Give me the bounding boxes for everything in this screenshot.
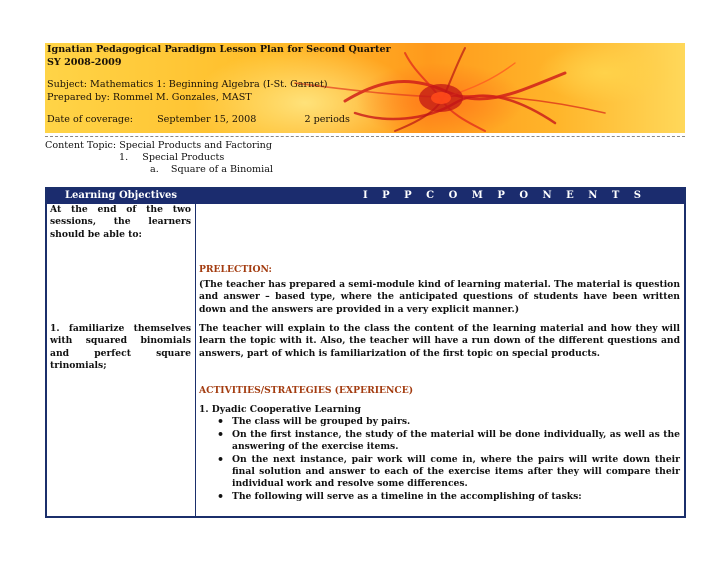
prelection-heading [199,264,680,276]
coverage-line [47,114,391,127]
lesson-table [45,187,686,518]
coverage-date: September 15, 2008 [157,114,257,125]
objective-1: 1. familiarize themselves with squared binomials and perfect square trinomials; [50,323,191,372]
explanation-text: The teacher will explain to the class the content of the learning material and how they will learn the topic with it. Also, the teacher will have a run down of the different questions and answers, part of which is familiarization of the first topic on special products. [199,323,680,359]
banner-text [47,44,391,127]
prelection-heading-text: PRELECTION: [199,264,272,275]
activities-heading [199,385,680,397]
coverage-label: Date of coverage: [47,114,133,125]
table-header-row [47,189,684,204]
objectives-intro: At the end of the two sessions, the learners should be able to: [50,204,191,240]
subject-line: Subject: Mathematics 1: Beginning Algebra (I-St. Garnet) [47,79,328,90]
topic-item-1 [45,152,273,164]
school-year: SY 2008-2009 [47,56,122,68]
list-item: • On the next instance, pair work will come in, where the pairs will write down their final solution and answer to each of the exercise items after they will compare their individual work and resolve some differences. [199,454,680,491]
topic-item-2-letter: a. [150,164,159,175]
prepared-by-line: Prepared by: Rommel M. Gonzales, MAST [47,91,252,103]
header-banner [45,43,685,133]
list-item: • The class will be grouped by pairs. [199,416,680,428]
content-topic-block [45,140,273,176]
prelection-text: (The teacher has prepared a semi-module kind of learning material. The material is question and answer – based type, where the anticipated questions of students have been written down and the answers are provided in a very explicit manner.) [199,279,680,315]
topic-item-2-text: Square of a Binomial [170,164,274,175]
lesson-plan-title: Ignatian Pedagogical Paradigm Lesson Plan for Second Quarter [47,44,391,55]
dyadic-title: 1. Dyadic Cooperative Learning [199,404,361,415]
column-divider [195,204,196,518]
dyadic-block [199,404,680,503]
learning-objectives-header: Learning Objectives [65,190,177,201]
topic-item-1-number: 1. [119,152,129,163]
activities-heading-text: ACTIVITIES/STRATEGIES (EXPERIENCE) [199,385,414,396]
topic-item-2 [45,164,273,176]
separator-line [45,136,685,137]
ipp-components-header: I P P C O M P O N E N T S [363,190,647,201]
coverage-periods: 2 periods [304,114,350,125]
list-item: • On the first instance, the study of the material will be done individually, as well as the answering of the exercise items. [199,429,680,454]
list-item: • The following will serve as a timeline in the accomplishing of tasks: [199,491,680,503]
topic-item-1-text: Special Products [142,152,225,163]
content-topic: Content Topic: Special Products and Factoring [45,140,273,151]
dyadic-bullet-list [199,416,680,503]
